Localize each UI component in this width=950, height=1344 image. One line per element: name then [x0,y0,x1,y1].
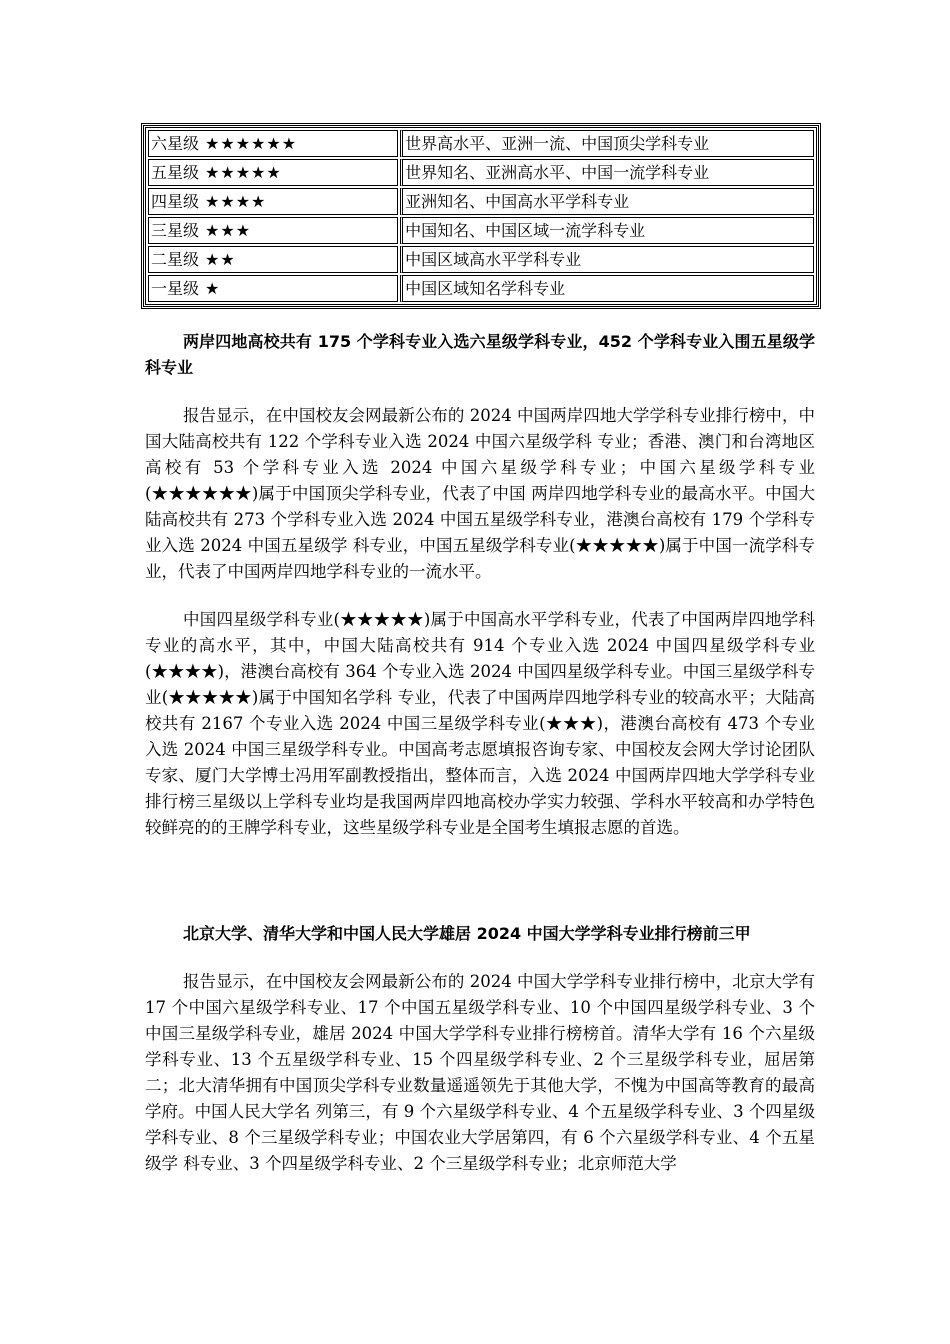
rating-row [148,217,814,244]
rating-description: 世界知名、亚洲高水平、中国一流学科专业 [400,159,814,186]
rating-stars: ★★★★★ [205,162,282,182]
rating-level-cell [148,130,398,157]
rating-level-cell [148,217,398,244]
rating-stars: ★★★ [205,220,252,240]
section-2 [145,921,815,1177]
section-1-heading: 两岸四地高校共有 175 个学科专业入选六星级学科专业，452 个学科专业入围五星级学科专业 [145,332,815,377]
section-1-paragraph-2: 中国四星级学科专业(★★★★★)属于中国高水平学科专业，代表了中国两岸四地学科专业的高水平，其中，中国大陆高校共有 914 个专业入选 2024 中国四星级学科专业(★★★★)，港澳台高校有 364 个专业入选 2024 中国四星级学科专业。中国三星级学科专业(★★★★★)属于中国知名学科 专业，代表了中国两岸四地学科专业的较高水平；大陆高校共有 2167 个专业入选 2024 中国三星级学科专业(★★★)，港澳台高校有 473 个专业入选 2024 中国三星级学科专业。中国高考志愿填报咨询专家、中国校友会网大学讨论团队专家、厦门大学博士冯用军副教授指出，整体而言，入选 2024 中国两岸四地大学学科专业排行榜三星级以上学科专业均是我国两岸四地高校办学实力较强、学科水平较高和办学特色较鲜亮的的王牌学科专业，这些星级学科专业是全国考生填报志愿的首选。 [145,610,815,837]
rating-description: 中国区域知名学科专业 [400,275,814,302]
rating-description: 世界高水平、亚洲一流、中国顶尖学科专业 [400,130,814,157]
section-2-heading: 北京大学、清华大学和中国人民大学雄居 2024 中国大学学科专业排行榜前三甲 [183,924,751,943]
rating-level-name: 五星级 [151,162,200,182]
rating-table-body [148,130,814,302]
rating-level-name: 四星级 [151,191,200,211]
rating-level-name: 一星级 [151,278,200,298]
section-2-paragraph-1: 报告显示，在中国校友会网最新公布的 2024 中国大学学科专业排行榜中，北京大学有 17 个中国六星级学科专业、17 个中国五星级学科专业、10 个中国四星级学科专业、3 个中国三星级学科专业，雄居 2024 中国大学学科专业排行榜榜首。清华大学有 16 个六星级学科专业、13 个五星级学科专业、15 个四星级学科专业、2 个三星级学科专业，屈居第二；北大清华拥有中国顶尖学科专业数量遥遥领先于其他大学，不愧为中国高等教育的最高学府。中国人民大学名 列第三，有 9 个六星级学科专业、4 个五星级学科专业、3 个四星级学科专业、8 个三星级学科专业；中国农业大学居第四，有 6 个六星级学科专业、4 个五星级学 科专业、3 个四星级学科专业、2 个三星级学科专业；北京师范大学 [145,972,815,1173]
section-1 [145,329,815,841]
star-rating-table [143,125,819,307]
rating-row [148,246,814,273]
rating-level-cell [148,246,398,273]
rating-row [148,159,814,186]
rating-level-name: 二星级 [151,249,200,269]
section-1-paragraph-1: 报告显示，在中国校友会网最新公布的 2024 中国两岸四地大学学科专业排行榜中，中国大陆高校共有 122 个学科专业入选 2024 中国六星级学科 专业；香港、澳门和台湾地区高校有 53 个学科专业入选 2024 中国六星级学科专业；中国六星级学科专业(★★★★★★)属于中国顶尖学科专业，代表了中国 两岸四地学科专业的最高水平。中国大陆高校共有 273 个学科专业入选 2024 中国五星级学科专业，港澳台高校有 179 个学科专业入选 2024 中国五星级学 科专业，中国五星级学科专业(★★★★★)属于中国一流学科专业，代表了中国两岸四地学科专业的一流水平。 [145,406,815,581]
rating-stars: ★★★★ [205,191,267,211]
rating-level-name: 三星级 [151,220,200,240]
rating-row [148,188,814,215]
rating-level-cell [148,159,398,186]
rating-stars: ★ [205,278,221,298]
rating-row [148,275,814,302]
rating-level-cell [148,275,398,302]
rating-description: 亚洲知名、中国高水平学科专业 [400,188,814,215]
rating-stars: ★★★★★★ [205,133,298,153]
rating-description: 中国知名、中国区域一流学科专业 [400,217,814,244]
rating-description: 中国区域高水平学科专业 [400,246,814,273]
rating-level-name: 六星级 [151,133,200,153]
rating-row [148,130,814,157]
rating-level-cell [148,188,398,215]
rating-stars: ★★ [205,249,236,269]
